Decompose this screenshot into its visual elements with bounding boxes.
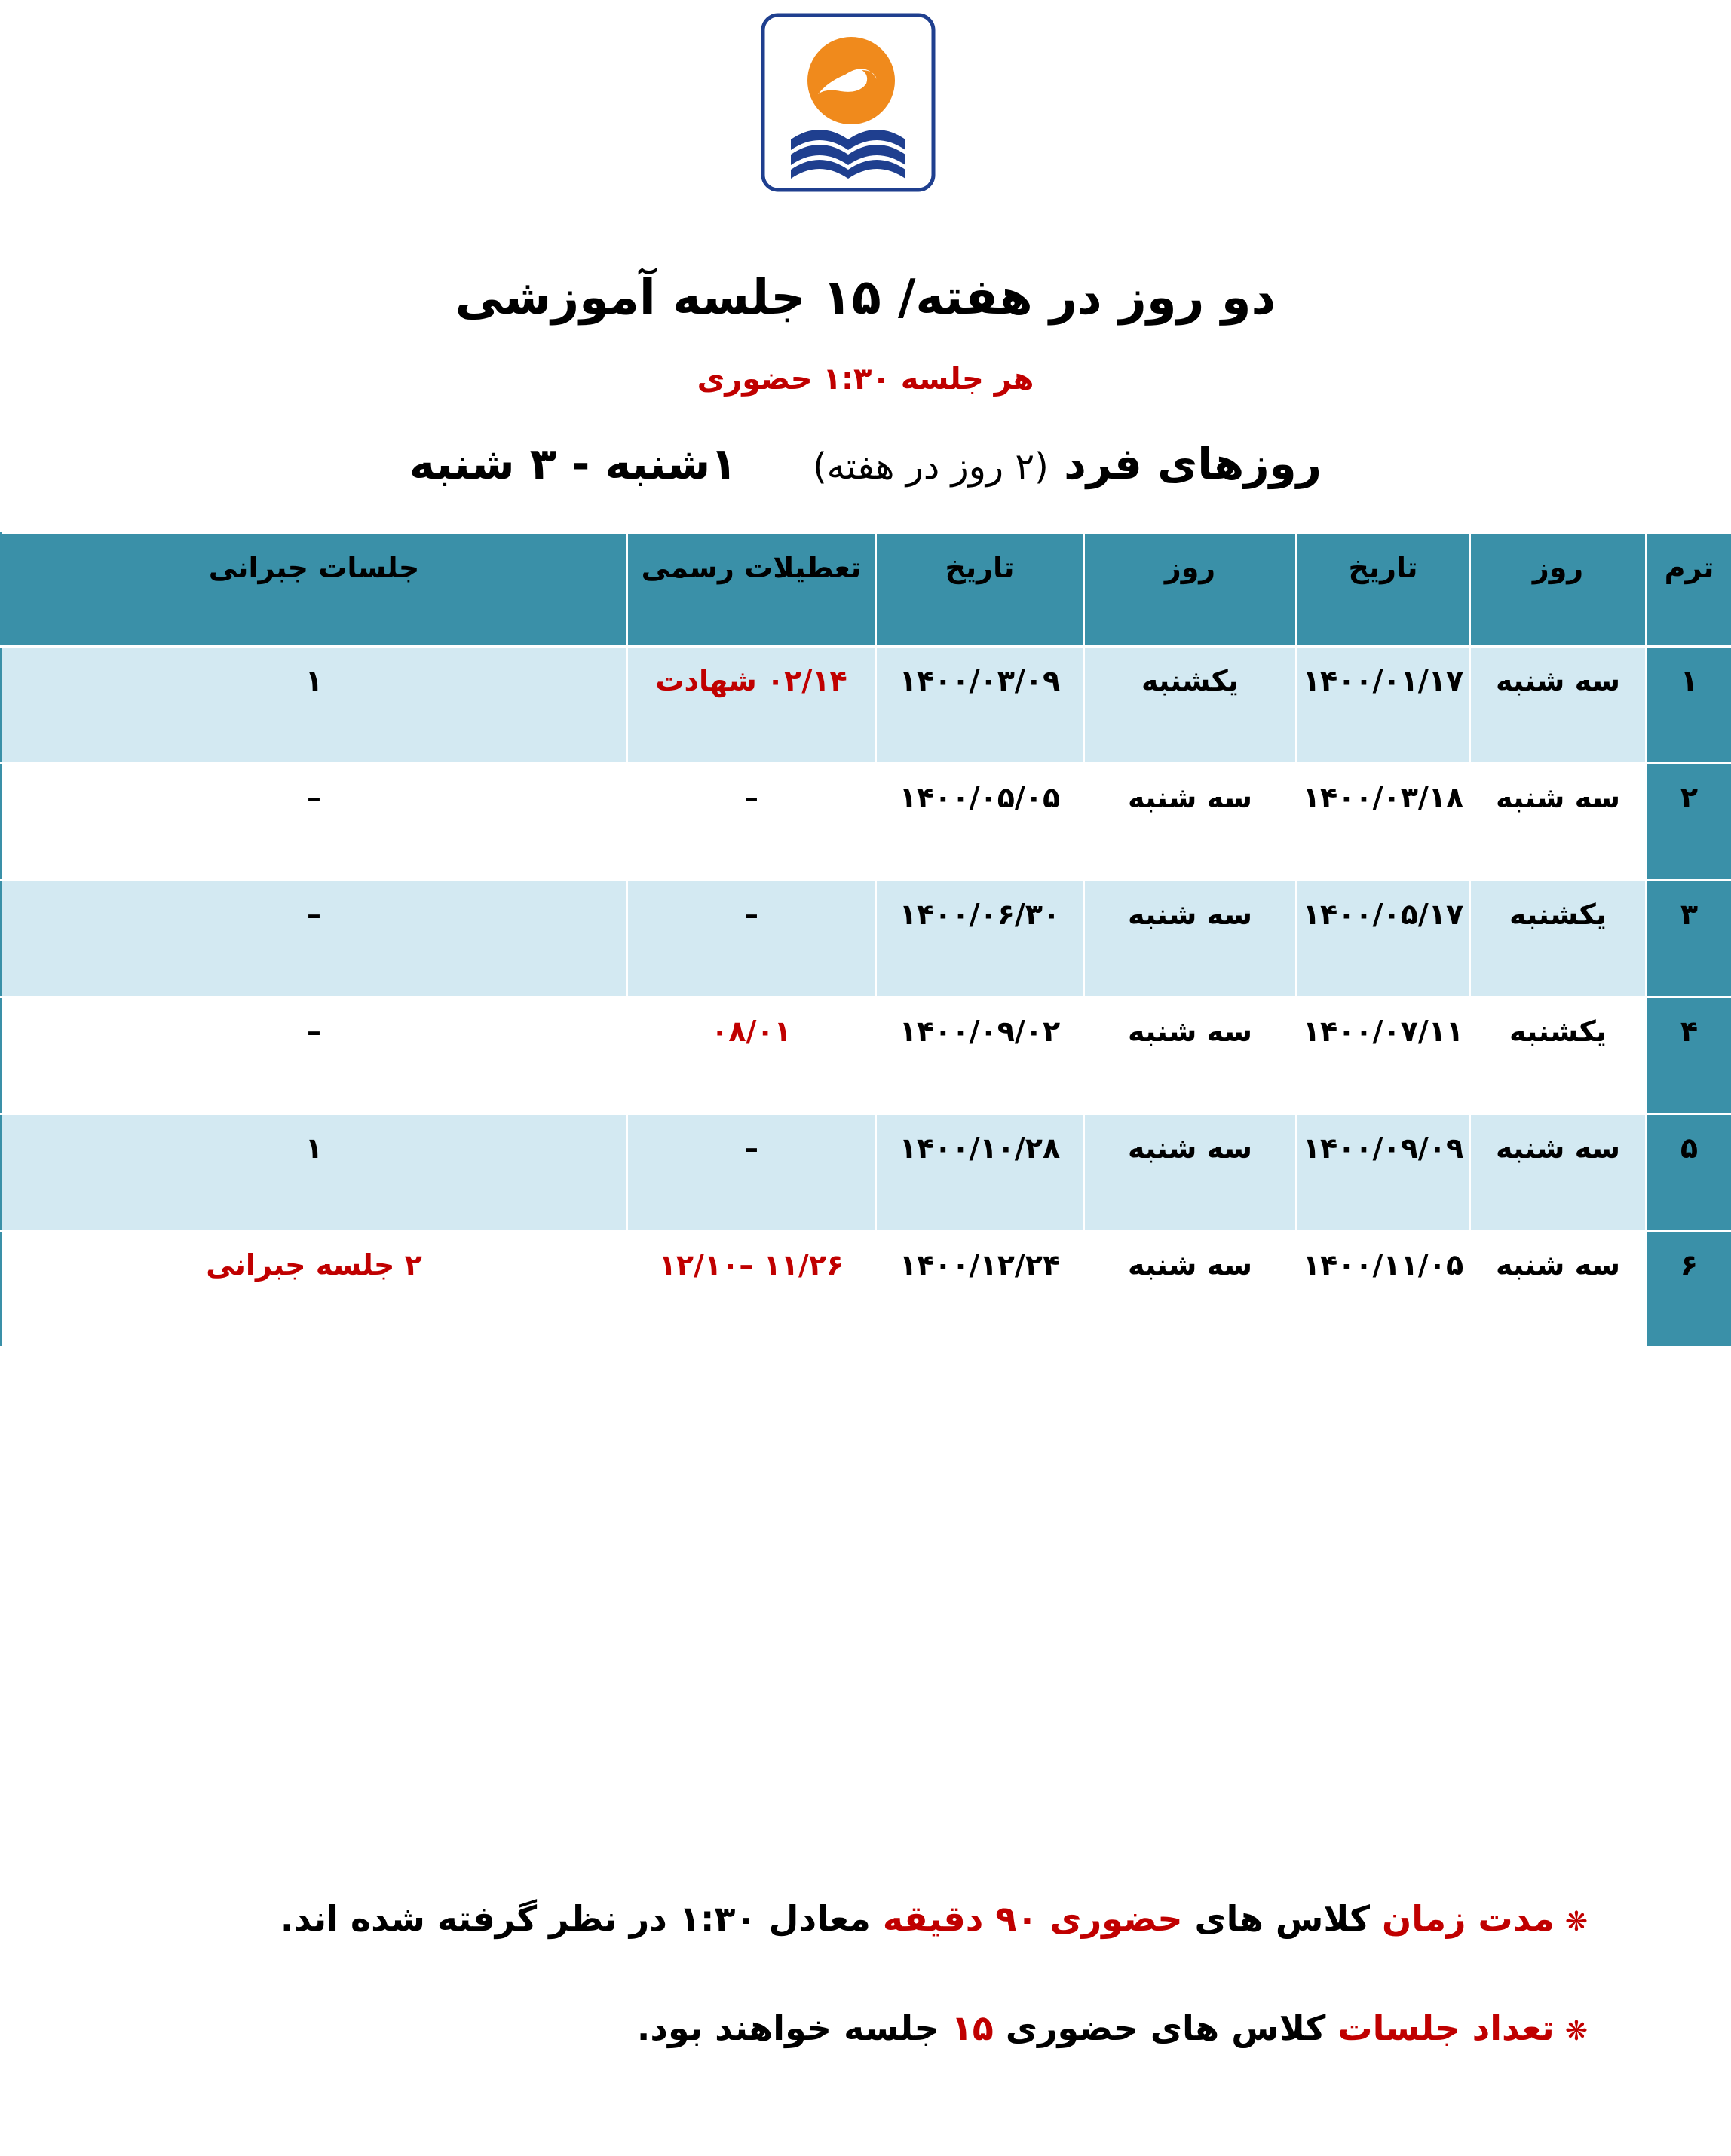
schedule-days-line bbox=[0, 430, 1731, 501]
star-icon: ❋ bbox=[1564, 1906, 1588, 1937]
holidays-cell: – bbox=[627, 1114, 876, 1231]
date-2-cell: ۱۴۰۰/۱۲/۲۴ bbox=[876, 1231, 1084, 1348]
day-2-cell: سه شنبه bbox=[1084, 1231, 1297, 1348]
date-2-cell: ۱۴۰۰/۰۶/۳۰ bbox=[876, 880, 1084, 997]
table-header-row bbox=[2, 534, 1731, 647]
day-2-cell: سه شنبه bbox=[1084, 880, 1297, 997]
note-session-count bbox=[637, 2001, 1588, 2058]
day-1-cell: یکشنبه bbox=[1470, 997, 1647, 1114]
makeup-cell: – bbox=[2, 764, 627, 880]
term-cell: ۵ bbox=[1647, 1114, 1731, 1231]
header-day-2: روز bbox=[1084, 534, 1297, 647]
holidays-cell: ۰۲/۱۴ شهادت bbox=[627, 647, 876, 764]
table-row bbox=[2, 1114, 1731, 1231]
makeup-cell: ۲ جلسه جبرانی bbox=[2, 1231, 627, 1348]
note-2-part-1: تعداد جلسات bbox=[1337, 2007, 1555, 2048]
table-row bbox=[2, 997, 1731, 1114]
term-cell: ۴ bbox=[1647, 997, 1731, 1114]
note-2-part-4: جلسه خواهند بود. bbox=[636, 2007, 951, 2048]
term-cell: ۳ bbox=[1647, 880, 1731, 997]
date-1-cell: ۱۴۰۰/۰۵/۱۷ bbox=[1297, 880, 1470, 997]
header-term: ترم bbox=[1647, 534, 1731, 647]
page-title: دو روز در هفته/ ۱۵ جلسه آموزشی bbox=[455, 270, 1276, 326]
day-2-cell: یکشنبه bbox=[1084, 647, 1297, 764]
header-holidays: تعطیلات رسمی bbox=[627, 534, 876, 647]
day-2-cell: سه شنبه bbox=[1084, 997, 1297, 1114]
day-2-cell: سه شنبه bbox=[1084, 764, 1297, 880]
day-1-cell: سه شنبه bbox=[1470, 1231, 1647, 1348]
date-1-cell: ۱۴۰۰/۱۱/۰۵ bbox=[1297, 1231, 1470, 1348]
date-2-cell: ۱۴۰۰/۰۵/۰۵ bbox=[876, 764, 1084, 880]
table-row bbox=[2, 647, 1731, 764]
note-1-part-2: کلاس های bbox=[1182, 1898, 1383, 1939]
holidays-cell: ۱۱/۲۶ –۱۲/۱۰ bbox=[627, 1231, 876, 1348]
holidays-cell: – bbox=[627, 880, 876, 997]
header-makeup-sessions: جلسات جبرانی bbox=[2, 534, 627, 647]
makeup-cell: – bbox=[2, 880, 627, 997]
note-2-part-2: کلاس های حضوری bbox=[993, 2007, 1338, 2048]
day-1-cell: یکشنبه bbox=[1470, 880, 1647, 997]
date-1-cell: ۱۴۰۰/۰۷/۱۱ bbox=[1297, 997, 1470, 1114]
institute-logo-icon bbox=[761, 13, 936, 192]
term-cell: ۱ bbox=[1647, 647, 1731, 764]
note-1-part-1: مدت زمان bbox=[1382, 1898, 1555, 1939]
table-row bbox=[2, 1231, 1731, 1348]
makeup-cell: ۱ bbox=[2, 647, 627, 764]
header-date-1: تاریخ bbox=[1297, 534, 1470, 647]
header-date-2: تاریخ bbox=[876, 534, 1084, 647]
table-row bbox=[2, 880, 1731, 997]
header-day-1: روز bbox=[1470, 534, 1647, 647]
day-2-cell: سه شنبه bbox=[1084, 1114, 1297, 1231]
session-duration-subtitle: هر جلسه ۱:۳۰ حضوری bbox=[697, 362, 1034, 397]
day-1-cell: سه شنبه bbox=[1470, 647, 1647, 764]
makeup-cell: – bbox=[2, 997, 627, 1114]
star-icon: ❋ bbox=[1564, 2016, 1588, 2047]
note-1-part-4: معادل ۱:۳۰ در نظر گرفته شده اند. bbox=[280, 1898, 883, 1939]
date-1-cell: ۱۴۰۰/۰۳/۱۸ bbox=[1297, 764, 1470, 880]
schedule-table bbox=[0, 532, 1731, 1349]
date-1-cell: ۱۴۰۰/۰۱/۱۷ bbox=[1297, 647, 1470, 764]
days-value: ۱شنبه - ۳ شنبه bbox=[409, 438, 737, 489]
date-1-cell: ۱۴۰۰/۰۹/۰۹ bbox=[1297, 1114, 1470, 1231]
makeup-cell: ۱ bbox=[2, 1114, 627, 1231]
holidays-cell: – bbox=[627, 764, 876, 880]
day-1-cell: سه شنبه bbox=[1470, 1114, 1647, 1231]
date-2-cell: ۱۴۰۰/۱۰/۲۸ bbox=[876, 1114, 1084, 1231]
days-label: روزهای فرد bbox=[1064, 438, 1322, 489]
date-2-cell: ۱۴۰۰/۰۳/۰۹ bbox=[876, 647, 1084, 764]
date-2-cell: ۱۴۰۰/۰۹/۰۲ bbox=[876, 997, 1084, 1114]
holidays-cell: ۰۸/۰۱ bbox=[627, 997, 876, 1114]
note-duration bbox=[280, 1892, 1588, 1949]
day-1-cell: سه شنبه bbox=[1470, 764, 1647, 880]
table-row bbox=[2, 764, 1731, 880]
note-1-part-3: حضوری ۹۰ دقیقه bbox=[882, 1898, 1183, 1939]
term-cell: ۶ bbox=[1647, 1231, 1731, 1348]
term-cell: ۲ bbox=[1647, 764, 1731, 880]
note-2-part-3: ۱۵ bbox=[951, 2007, 994, 2048]
days-detail: (۲ روز در هفته) bbox=[812, 446, 1049, 488]
